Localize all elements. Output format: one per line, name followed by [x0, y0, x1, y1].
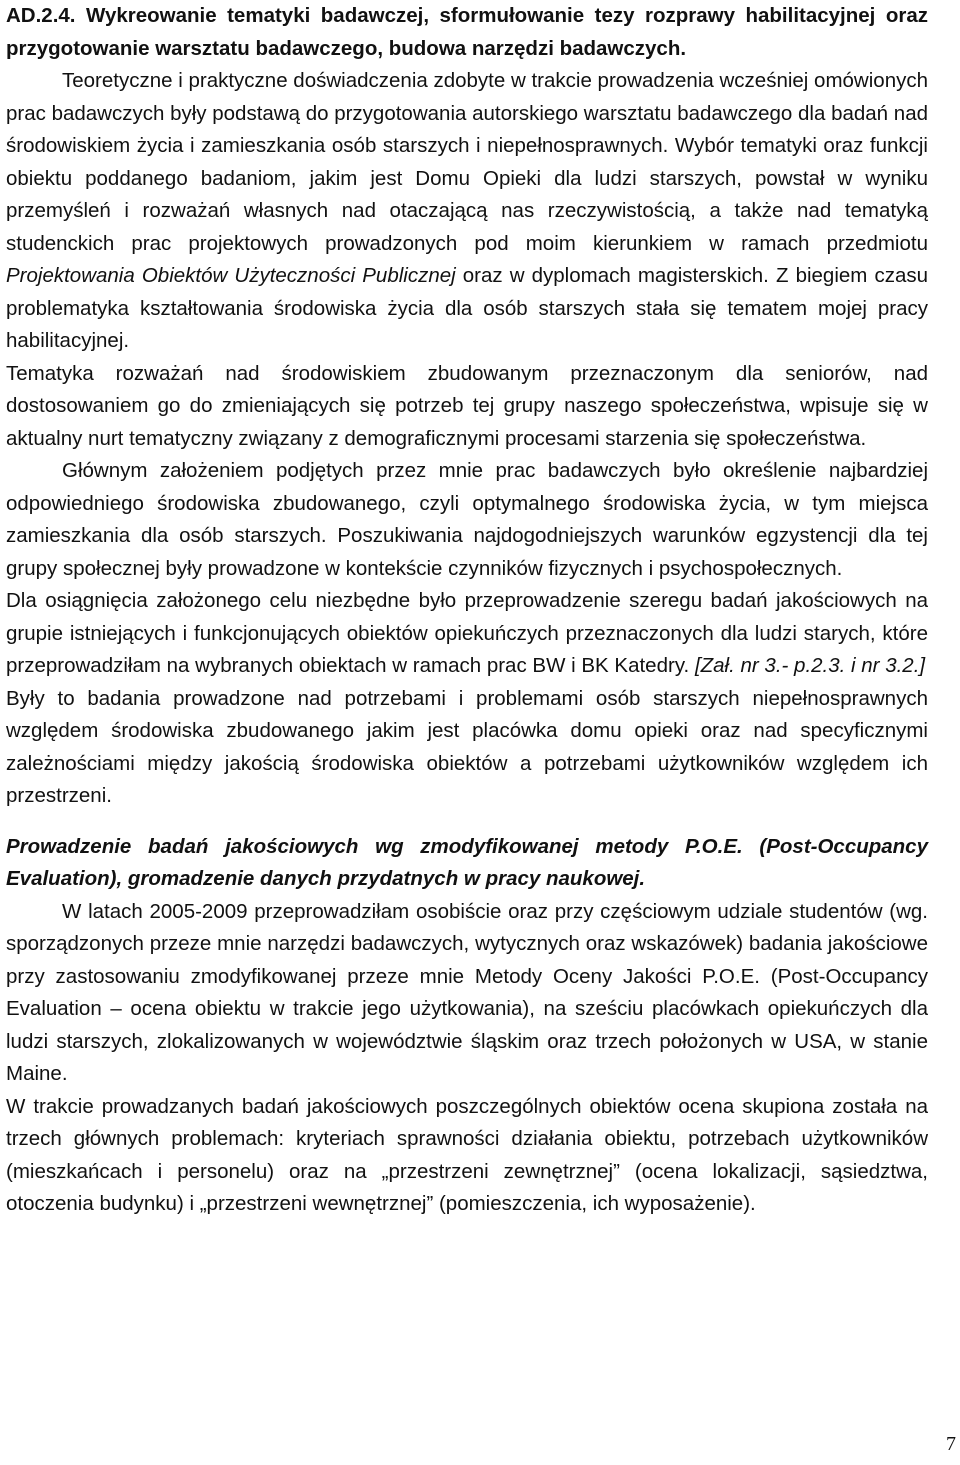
- spacer: [6, 813, 928, 831]
- paragraph-1-text: Teoretyczne i praktyczne doświadczenia zdobyte w trakcie prowadzenia wcześniej omówionych prac badawczych były podstawą do przygotowania autorskiego warsztatu badawczego dla badań nad środowiskiem życia i zamieszkania osób starszych i niepełnosprawnych. Wybór tematyki oraz funkcji obiektu poddanego badaniom, jakim jest Domu Opieki dla ludzi starszych, powstał w wyniku przemyśleń i rozważań własnych nad otaczającą nas rzeczywistością, a także nad tematyką studenckich prac projektowych prowadzonych pod moim kierunkiem w ramach przedmiotu: [6, 69, 928, 255]
- paragraph-5: Były to badania prowadzone nad potrzebami i problemami osób starszych niepełnosprawnych względem środowiska zbudowanego jakim jest placówka domu opieki oraz nad specyficznymi zależnościami między jakością środowiska obiektów a potrzebami użytkowników względem ich przestrzeni.: [6, 686, 928, 807]
- paragraph-2: Tematyka rozważań nad środowiskiem zbudowanym przeznaczonym dla seniorów, nad dostosowaniem go do zmieniających się potrzeb tej grupy naszego społeczeństwa, wpisuje się w aktualny nurt tematyczny związany z demograficznymi procesami starzenia się społeczeństwa.: [6, 361, 928, 450]
- paragraph-4-text: Dla osiągnięcia założonego celu niezbędne było przeprowadzenie szeregu badań jakościowych na grupie istniejących i funkcjonujących obiektów opiekuńczych przeznaczonych dla ludzi starych, które przeprowadziłam na wybranych obiektach w ramach prac BW i BK Katedry.: [6, 589, 928, 677]
- section-heading: AD.2.4. Wykreowanie tematyki badawczej, sformułowanie tezy rozprawy habilitacyjnej oraz przygotowanie warsztatu badawczego, budowa narzędzi badawczych.: [6, 4, 928, 60]
- page-number: 7: [946, 1433, 956, 1455]
- paragraph-7: W trakcie prowadzanych badań jakościowych poszczególnych obiektów ocena skupiona została na trzech głównych problemach: kryteriach sprawności działania obiektu, potrzebach użytkowników (mieszkańcach i personelu) oraz na „przestrzeni zewnętrznej” (ocena lokalizacji, sąsiedztwa, otoczenia budynku) i „przestrzeni wewnętrznej” (pomieszczenia, ich wyposażenie).: [6, 1094, 928, 1215]
- attachment-reference: [Zał. nr 3.- p.2.3. i nr 3.2.]: [694, 654, 926, 677]
- paragraph-4: [6, 585, 928, 683]
- paragraph-3: Głównym założeniem podjętych przez mnie prac badawczych było określenie najbardziej odpowiedniego środowiska zbudowanego, czyli optymalnego środowiska życia, w tym miejsca zamieszkania dla osób starszych. Poszukiwania najdogodniejszych warunków egzystencji dla tej grupy społecznej były prowadzone w kontekście czynników fizycznych i psychospołecznych.: [6, 459, 928, 580]
- paragraph-1: [6, 65, 928, 358]
- document-page: [6, 0, 928, 1221]
- course-name-italic: Projektowania Obiektów Użyteczności Publicznej: [6, 264, 456, 287]
- subsection-heading: Prowadzenie badań jakościowych wg zmodyfikowanej metody P.O.E. (Post-Occupancy Evaluation), gromadzenie danych przydatnych w pracy naukowej.: [6, 834, 928, 890]
- paragraph-6: W latach 2005-2009 przeprowadziłam osobiście oraz przy częściowym udziale studentów (wg. sporządzonych przeze mnie narzędzi badawczych, wytycznych oraz wskazówek) badania jakościowe przy zastosowaniu zmodyfikowanej przeze mnie Metody Oceny Jakości P.O.E. (Post-Occupancy Evaluation – ocena obiektu w trakcie jego użytkowania), na sześciu placówkach opiekuńczych dla ludzi starszych, zlokalizowanych w województwie śląskim oraz trzech położonych w USA, w stanie Maine.: [6, 899, 928, 1085]
- paragraph-1-text-end: oraz w dyplomach magisterskich. Z biegiem czasu problematyka kształtowania środowiska życia dla osób starszych stała się tematem mojej pracy habilitacyjnej.: [6, 264, 928, 352]
